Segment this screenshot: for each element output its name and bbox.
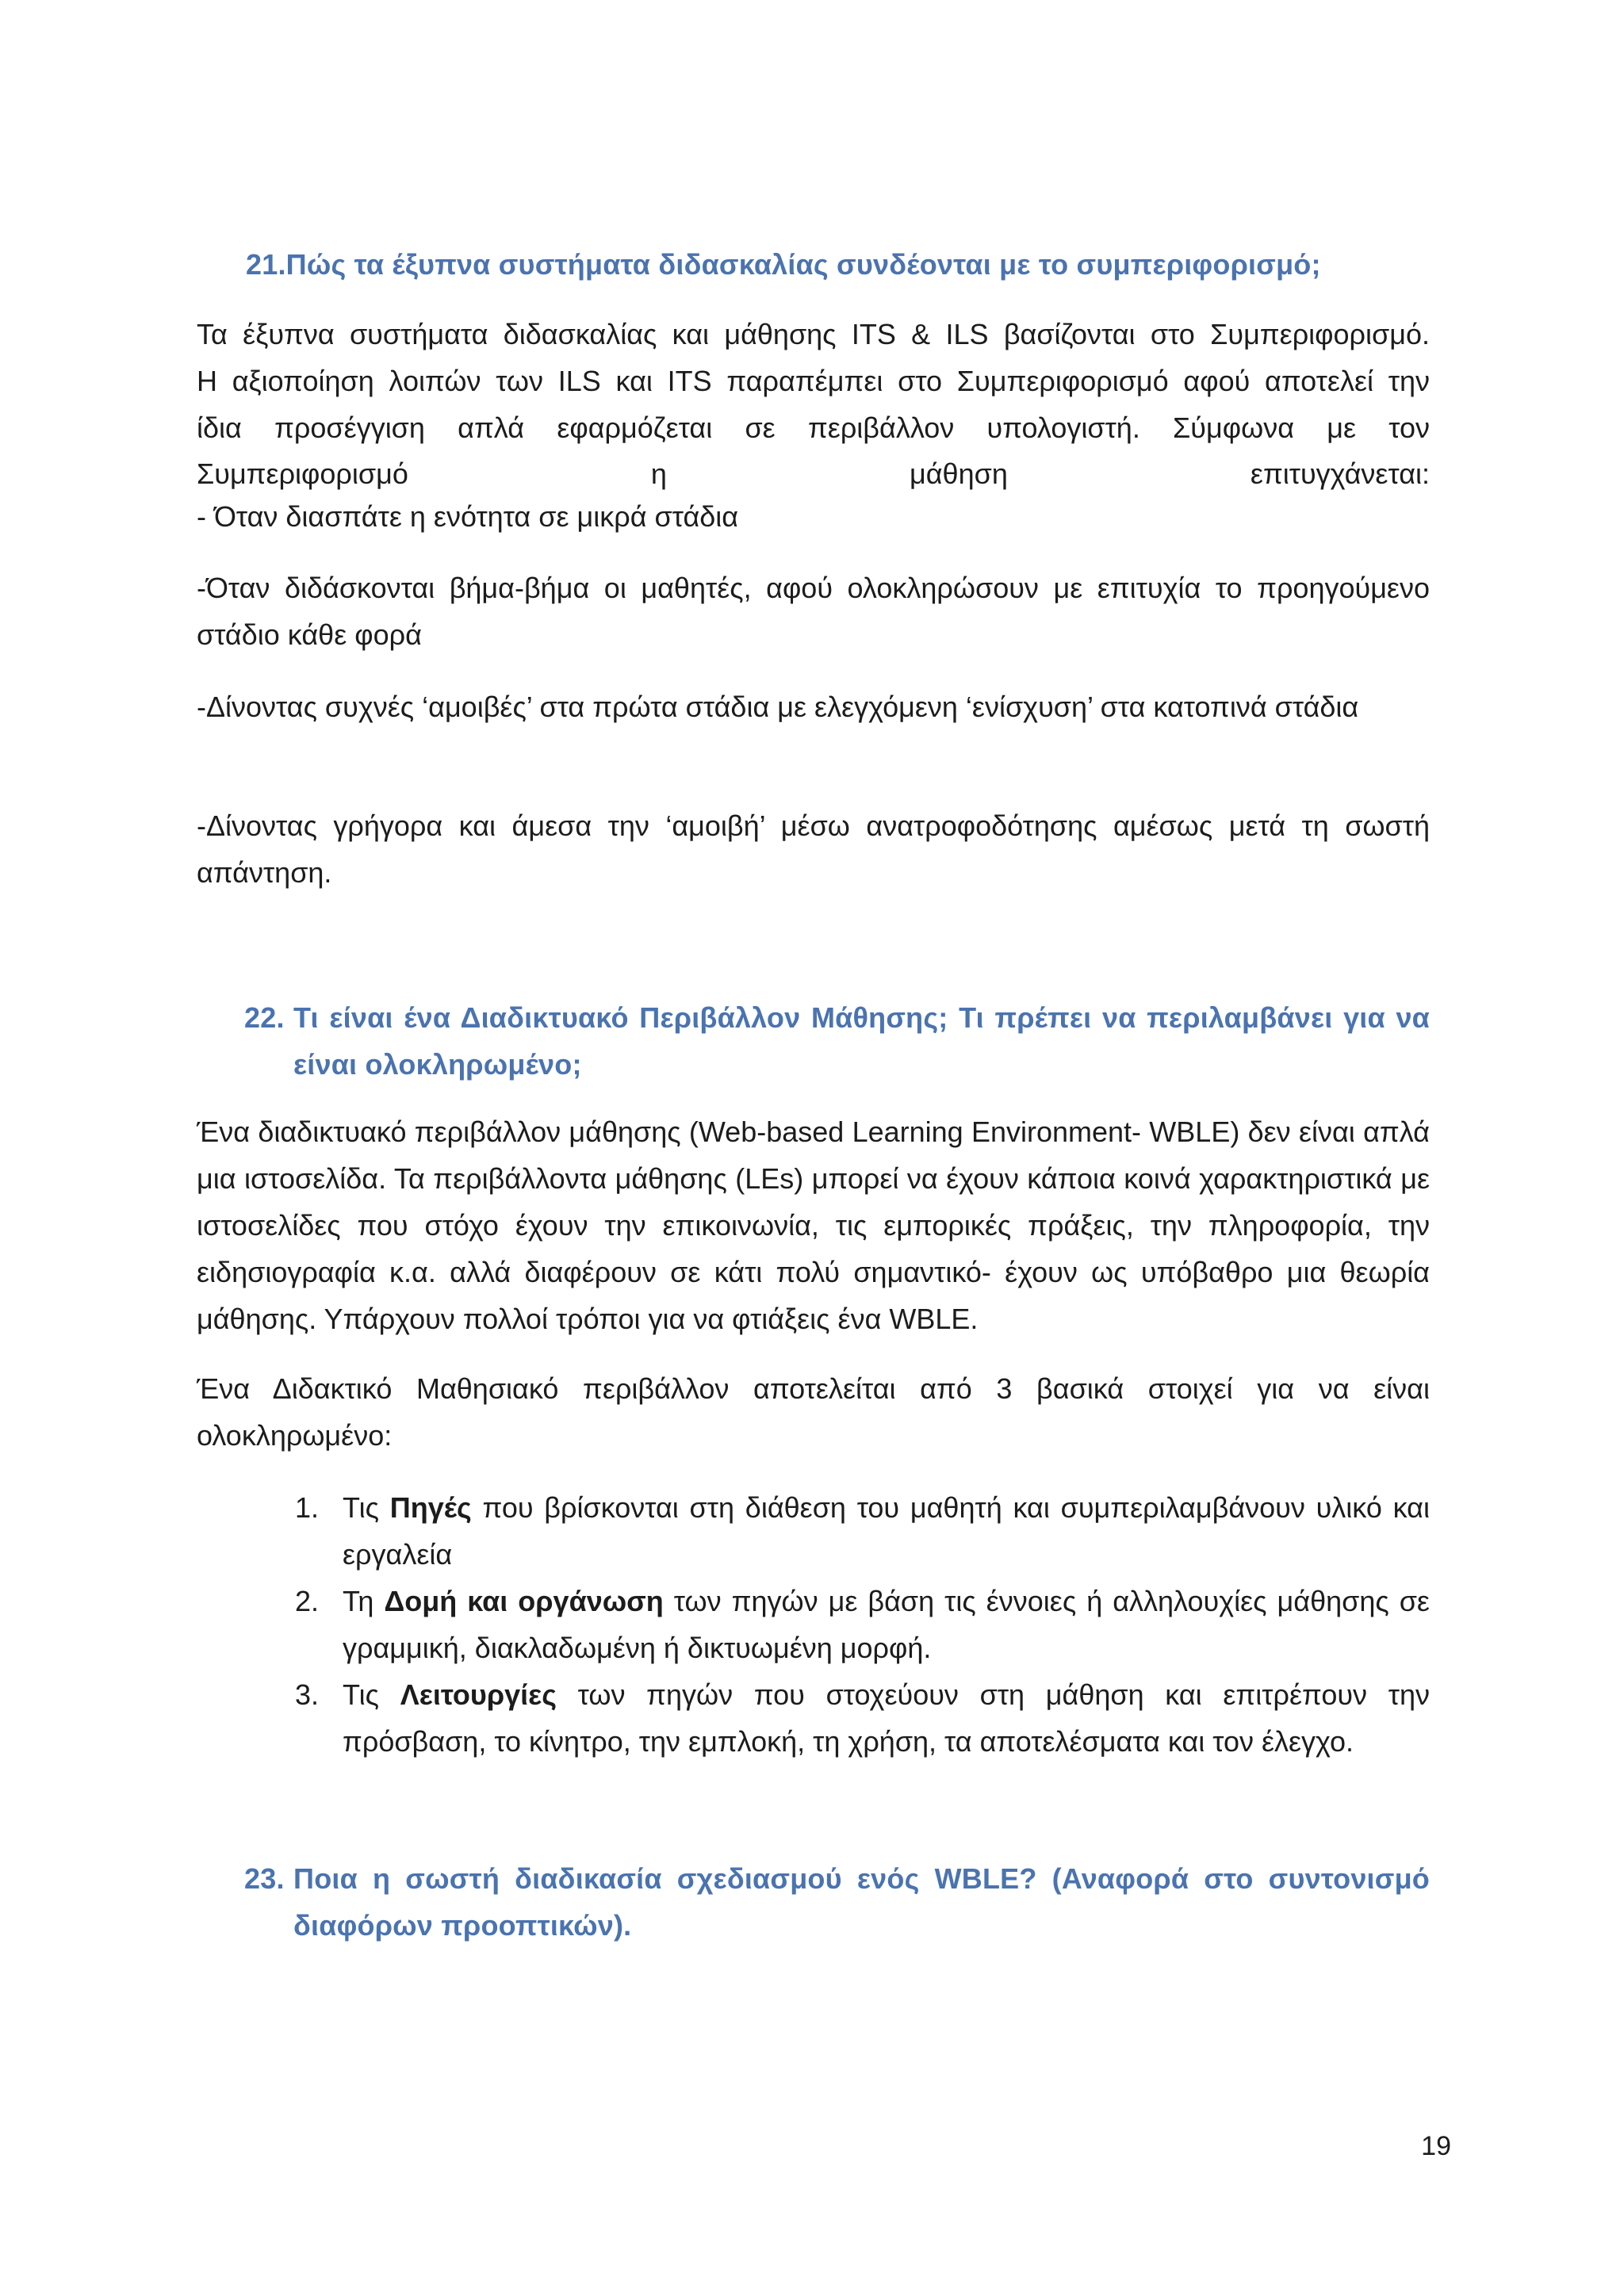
paragraph-q21-rewards: -Δίνοντας συχνές ‘αμοιβές’ στα πρώτα στάδια με ελεγχόμενη ‘ενίσχυση’ στα κατοπινά στάδια <box>197 691 1359 723</box>
paragraph-q22-elements: Ένα Διδακτικό Μαθησιακό περιβάλλον αποτελείται από 3 βασικά στοιχεί για να είναι ολοκληρωμένο: <box>197 1372 1430 1452</box>
heading-q23 <box>197 1855 1430 1949</box>
heading-q21 <box>246 241 1430 288</box>
list-item-number: 1. <box>295 1491 320 1524</box>
list-item <box>295 1578 1430 1671</box>
paragraph-line: Η αξιοποίηση λοιπών των ILS και ITS παραπέμπει στο Συμπεριφορισμό αφού αποτελεί την <box>197 365 1430 397</box>
list-item <box>295 1484 1430 1578</box>
list-item <box>295 1671 1430 1765</box>
heading-q22-number: 22. <box>244 1001 285 1034</box>
paragraph-q21-feedback: -Δίνοντας γρήγορα και άμεσα την ‘αμοιβή’ μέσω ανατροφοδότησης αμέσως μετά τη σωστή απάντηση. <box>197 809 1430 889</box>
list-item-text: Τις <box>343 1678 400 1711</box>
paragraph-line: - Όταν διασπάτε η ενότητα σε μικρά στάδια <box>197 500 739 533</box>
list-item-bold: Πηγές <box>389 1491 472 1524</box>
paragraph-line: ίδια προσέγγιση απλά εφαρμόζεται σε περιβάλλον υπολογιστή. Σύμφωνα με τον <box>197 411 1430 444</box>
list-item-number: 2. <box>295 1585 320 1617</box>
list-item-text: που βρίσκονται στη διάθεση του μαθητή και συμπεριλαμβάνουν υλικό και εργαλεία <box>343 1491 1430 1571</box>
list-item-text: Τη <box>343 1585 385 1617</box>
heading-q22 <box>197 994 1430 1088</box>
paragraph-q22-definition: Ένα διαδικτυακό περιβάλλον μάθησης (Web-based Learning Environment- WBLE) δεν είναι απλά μια ιστοσελίδα. Τα περιβάλλοντα μάθησης (LEs) μπορεί να έχουν κάποια κοινά χαρακτηριστικά με ιστοσελίδες που στόχο έχουν την επικοινωνία, τις εμπορικές πράξεις, την πληροφορία, την ειδησιογραφία κ.α. αλλά διαφέρουν σε κάτι πολύ σημαντικό- έχουν ως υπόβαθρο μια θεωρία μάθησης. Υπάρχουν πολλοί τρόποι για να φτιάξεις ένα WBLE. <box>197 1115 1430 1335</box>
paragraph-q21-intro <box>197 311 1430 537</box>
heading-q22-text: Τι είναι ένα Διαδικτυακό Περιβάλλον Μάθησης; Τι πρέπει να περιλαμβάνει για να είναι ολοκληρωμένο; <box>293 1001 1430 1081</box>
list-q22-elements <box>295 1484 1430 1765</box>
heading-q23-number: 23. <box>244 1862 285 1895</box>
page-number: 19 <box>1421 2131 1451 2161</box>
list-item-number: 3. <box>295 1678 320 1711</box>
paragraph-q21-step: -Όταν διδάσκονται βήμα-βήμα οι μαθητές, αφού ολοκληρώσουν με επιτυχία το προηγούμενο στάδιο κάθε φορά <box>197 572 1430 651</box>
list-item-text: των πηγών που στοχεύουν στη μάθηση και επιτρέπουν την πρόσβαση, το κίνητρο, την εμπλοκή, τη χρήση, τα αποτελέσματα και τον έλεγχο. <box>343 1678 1430 1758</box>
heading-q21-text: 21.Πώς τα έξυπνα συστήματα διδασκαλίας συνδέονται με το συμπεριφορισμό; <box>246 248 1321 281</box>
list-item-text: Τις <box>343 1491 390 1524</box>
list-item-text: των πηγών με βάση τις έννοιες ή αλληλουχίες μάθησης σε γραμμική, διακλαδωμένη ή δικτυωμένη μορφή. <box>343 1585 1430 1664</box>
paragraph-line: Συμπεριφορισμό η μάθηση επιτυγχάνεται: <box>197 457 1430 490</box>
list-item-bold: Λειτουργίες <box>400 1678 557 1711</box>
list-item-bold: Δομή και οργάνωση <box>384 1585 664 1617</box>
heading-q23-text: Ποια η σωστή διαδικασία σχεδιασμού ενός WBLE? (Αναφορά στο συντονισμό διαφόρων προοπτικών). <box>293 1862 1430 1942</box>
paragraph-line: Τα έξυπνα συστήματα διδασκαλίας και μάθησης ITS & ILS βασίζονται στο Συμπεριφορισμό. <box>197 318 1430 350</box>
